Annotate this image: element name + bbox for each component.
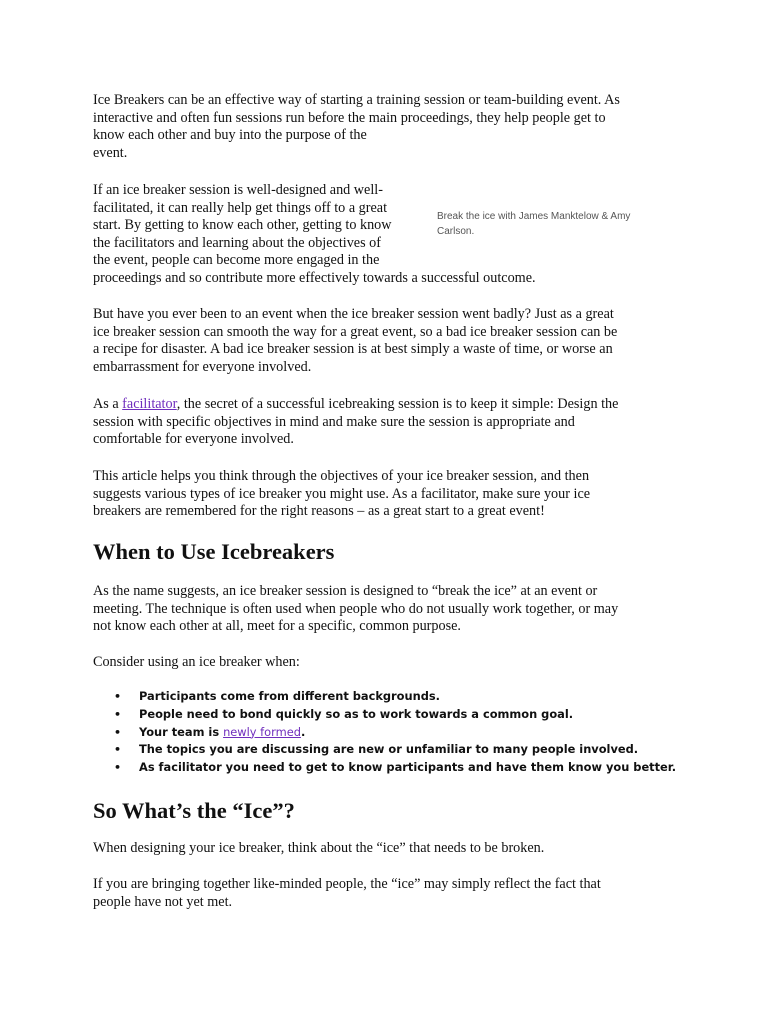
text-line: suggests various types of ice breaker you might use. As a facilitator, make sure your ice bbox=[93, 485, 591, 502]
list-item bbox=[93, 688, 693, 706]
list-item-text: . bbox=[300, 724, 306, 739]
list-item-text: Participants come from different backgrounds. bbox=[139, 689, 440, 703]
text-line: session with specific objectives in mind and make sure the session is appropriate and bbox=[93, 413, 575, 430]
text-line: the event, people can become more engaged in the bbox=[93, 252, 380, 269]
list-item bbox=[93, 724, 693, 742]
list-item-text: Your team is bbox=[139, 724, 224, 739]
text-line: facilitated, it can really help get things off to a great bbox=[93, 199, 388, 216]
list-item bbox=[93, 759, 693, 777]
like-minded-paragraph bbox=[93, 876, 673, 911]
designing-paragraph: When designing your ice breaker, think about the “ice” that needs to be broken. bbox=[93, 840, 545, 856]
newly-formed-link[interactable]: newly formed bbox=[223, 724, 301, 739]
bullet-marker: • bbox=[114, 725, 122, 739]
intro-paragraph bbox=[93, 92, 673, 162]
name-suggests-paragraph bbox=[93, 583, 673, 636]
facilitator-paragraph bbox=[93, 396, 673, 449]
caption-line: Carlson. bbox=[437, 225, 475, 237]
image-caption bbox=[437, 210, 652, 239]
text-line: people have not yet met. bbox=[93, 893, 233, 910]
facilitator-link[interactable]: facilitator bbox=[122, 396, 177, 412]
text-line: start. By getting to know each other, getting to know bbox=[93, 217, 392, 234]
bullet-marker: • bbox=[114, 707, 122, 721]
text-line: As the name suggests, an ice breaker session is designed to “break the ice” at an event or bbox=[93, 583, 598, 599]
text-line: But have you ever been to an event when the ice breaker session went badly? Just as a great bbox=[93, 306, 614, 322]
list-item bbox=[93, 706, 693, 724]
list-item-text: People need to bond quickly so as to work towards a common goal. bbox=[139, 706, 574, 721]
text-line: meeting. The technique is often used when people who do not usually work together, or may bbox=[93, 600, 619, 617]
bullet-marker: • bbox=[114, 690, 122, 703]
when-to-use-list bbox=[93, 688, 693, 777]
text-line: If an ice breaker session is well-designed and well- bbox=[93, 182, 383, 198]
text-line: not know each other at all, meet for a specific, common purpose. bbox=[93, 618, 461, 635]
text-fragment: , the secret of a successful icebreaking session is to keep it simple: Design the bbox=[176, 396, 619, 412]
bullet-marker: • bbox=[114, 743, 122, 757]
text-line: This article helps you think through the objectives of your ice breaker session, and then bbox=[93, 468, 590, 484]
list-item-text: As facilitator you need to get to know participants and have them know you better. bbox=[139, 760, 677, 775]
article-overview-paragraph bbox=[93, 468, 673, 521]
whats-the-ice-heading: So What’s the “Ice”? bbox=[93, 798, 295, 823]
text-line: comfortable for everyone involved. bbox=[93, 431, 294, 448]
text-line: breakers are remembered for the right reasons – as a great start to a great event! bbox=[93, 503, 545, 520]
text-line: a recipe for disaster. A bad ice breaker session is at best simply a waste of time, or worse an bbox=[93, 341, 613, 358]
text-fragment: As a bbox=[93, 396, 123, 412]
when-to-use-heading: When to Use Icebreakers bbox=[93, 539, 335, 564]
list-item-text: The topics you are discussing are new or unfamiliar to many people involved. bbox=[139, 742, 639, 757]
list-item bbox=[93, 741, 693, 759]
text-line: ice breaker session can smooth the way for a great event, so a bad ice breaker session can be bbox=[93, 323, 618, 340]
text-line: know each other and buy into the purpose of the bbox=[93, 127, 367, 144]
text-line: If you are bringing together like-minded people, the “ice” may simply reflect the fact that bbox=[93, 876, 601, 892]
consider-paragraph: Consider using an ice breaker when: bbox=[93, 654, 300, 670]
text-line: the facilitators and learning about the objectives of bbox=[93, 234, 381, 251]
text-line: interactive and often fun sessions run before the main proceedings, they help people get to bbox=[93, 109, 606, 126]
bullet-marker: • bbox=[114, 761, 122, 775]
caption-line: Break the ice with James Manktelow & Amy bbox=[437, 211, 631, 222]
text-line: event. bbox=[93, 144, 128, 161]
bad-session-paragraph bbox=[93, 306, 673, 376]
text-line: proceedings and so contribute more effectively towards a successful outcome. bbox=[93, 269, 536, 286]
text-line: embarrassment for everyone involved. bbox=[93, 358, 312, 375]
text-line: Ice Breakers can be an effective way of starting a training session or team-building event. As bbox=[93, 92, 620, 108]
